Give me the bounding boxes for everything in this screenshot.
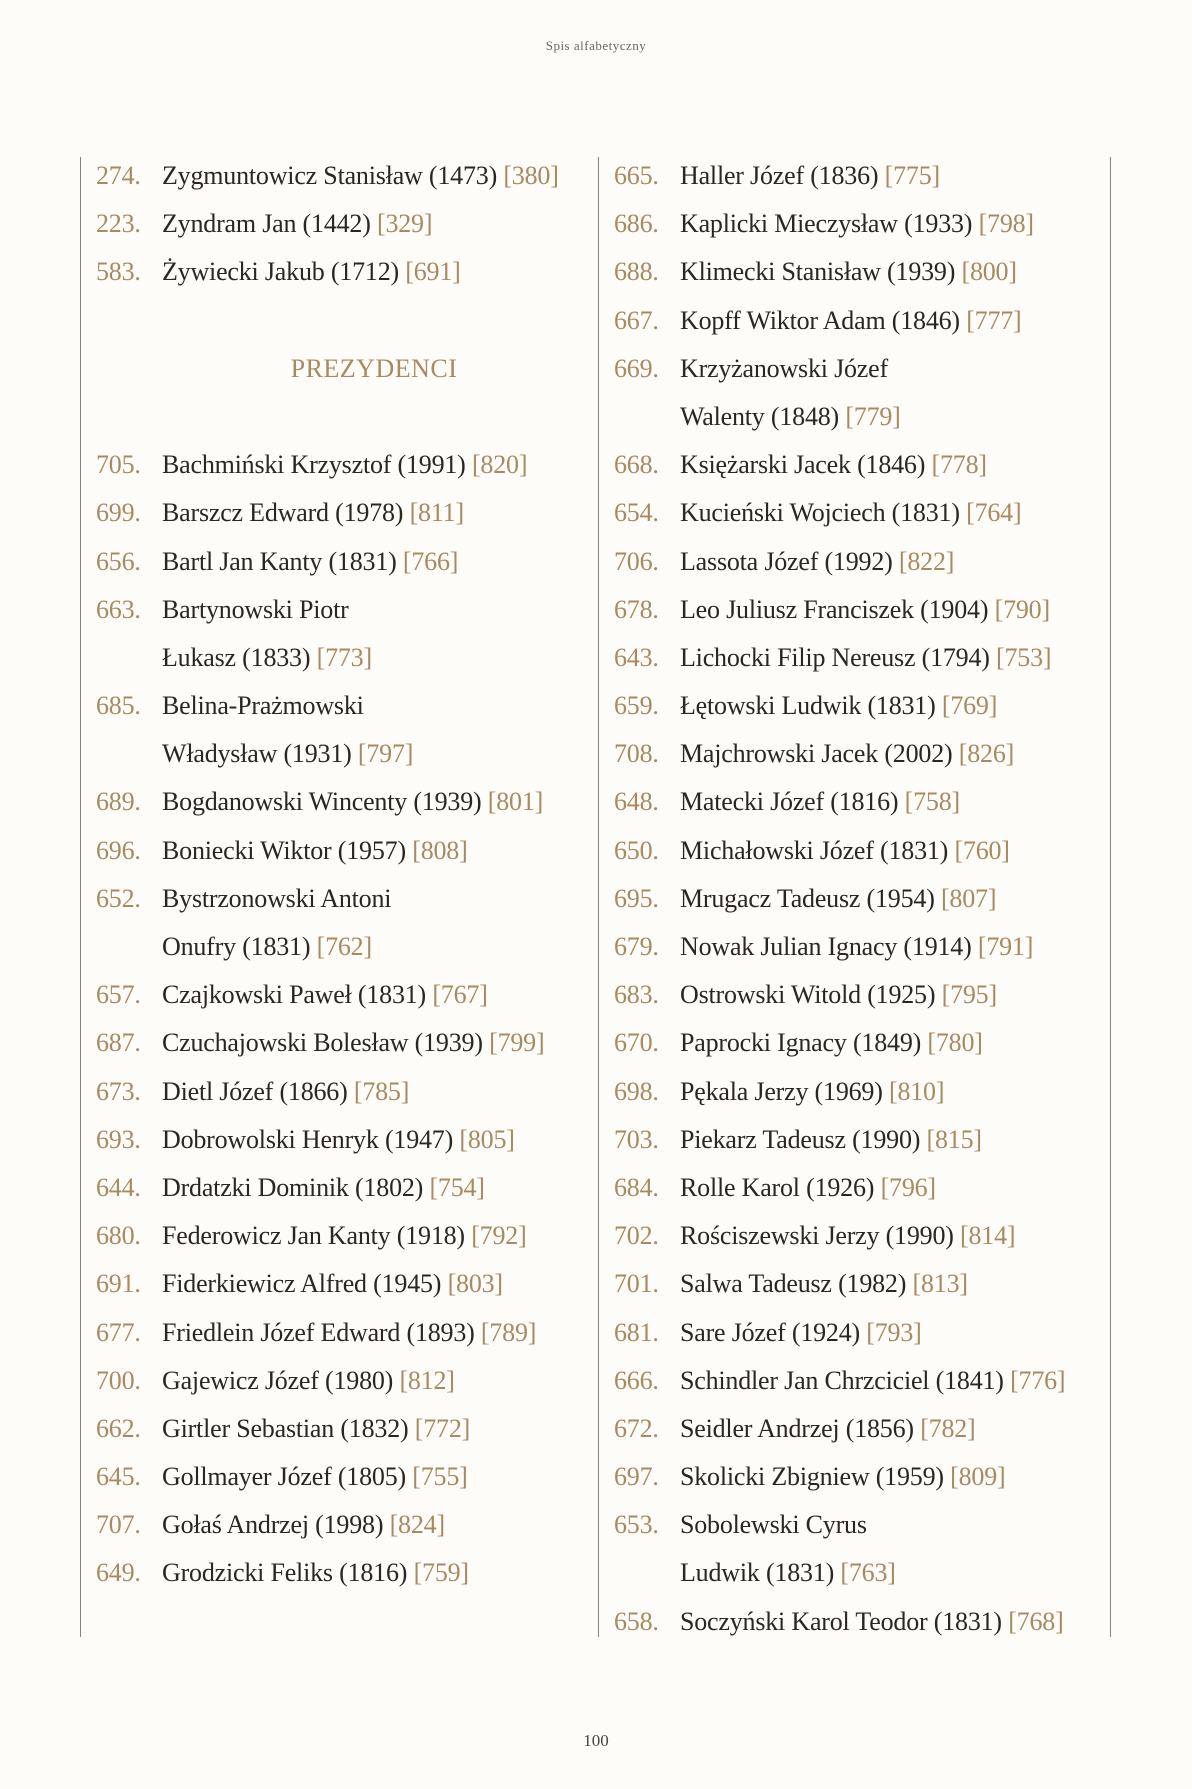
entry-number: 650. <box>614 835 659 865</box>
index-entry <box>96 875 592 923</box>
entry-name: Lichocki Filip Nereusz (1794) <box>680 642 990 672</box>
entry-number: 687. <box>96 1028 141 1058</box>
entry-name: Księżarski Jacek (1846) <box>680 450 926 480</box>
entry-name: Nowak Julian Ignacy (1914) <box>680 932 972 961</box>
entry-number: 703. <box>614 1124 659 1154</box>
entry-number: 707. <box>96 1510 141 1540</box>
entry-name-continuation: Władysław (1931) <box>162 739 352 769</box>
entry-name: Barszcz Edward (1978) <box>162 498 404 528</box>
entry-number: 673. <box>96 1076 141 1106</box>
entry-name: Matecki Józef (1816) <box>680 787 899 817</box>
entry-reference: [691] <box>405 257 461 287</box>
entry-reference: [801] <box>487 787 544 817</box>
entry-reference: [754] <box>429 1172 485 1202</box>
entry-number: 699. <box>96 498 141 528</box>
entry-number: 683. <box>614 980 659 1010</box>
entry-name: Bachmiński Krzysztof (1991) <box>162 450 466 480</box>
entry-name: Żywiecki Jakub (1712) <box>162 257 399 287</box>
entry-name: Schindler Jan Chrzciciel (1841) <box>680 1365 1004 1395</box>
entry-reference: [810] <box>889 1076 945 1106</box>
entry-name-continuation: Onufry (1831) <box>162 932 311 961</box>
entry-reference: [793] <box>866 1317 922 1347</box>
running-head: Spis alfabetyczny <box>545 38 647 53</box>
entry-name: Boniecki Wiktor (1957) <box>162 835 406 865</box>
entry-name: Soczyński Karol Teodor (1831) <box>680 1606 1002 1636</box>
entry-name: Belina-Prażmowski <box>162 691 364 721</box>
entry-reference: [772] <box>414 1413 471 1443</box>
entry-number: 648. <box>614 787 659 817</box>
entry-name: Skolicki Zbigniew (1959) <box>680 1462 944 1492</box>
index-entry <box>614 441 1108 489</box>
entry-name: Fiderkiewicz Alfred (1945) <box>162 1269 442 1299</box>
entry-number: 667. <box>614 305 659 335</box>
entry-reference: [769] <box>941 691 998 721</box>
entry-name: Leo Juliusz Franciszek (1904) <box>680 594 989 624</box>
entry-number: 652. <box>96 883 141 913</box>
index-entry <box>614 1019 1108 1067</box>
entry-name: Drdatzki Dominik (1802) <box>162 1172 424 1202</box>
entry-name: Friedlein Józef Edward (1893) <box>162 1317 475 1347</box>
index-entry <box>614 1501 1108 1549</box>
entry-number: 654. <box>614 498 659 528</box>
entry-reference: [813] <box>912 1269 968 1299</box>
entry-number: 645. <box>96 1462 141 1492</box>
index-entry <box>96 1212 592 1260</box>
entry-name: Rolle Karol (1926) <box>680 1172 875 1202</box>
entry-name: Kopff Wiktor Adam (1846) <box>680 305 960 335</box>
entry-name: Paprocki Ignacy (1849) <box>680 1028 922 1058</box>
index-entry <box>96 1501 592 1549</box>
index-entry-continuation <box>96 634 592 682</box>
entry-reference: [805] <box>459 1124 515 1154</box>
entry-name: Sobolewski Cyrus <box>680 1510 867 1540</box>
right-entries <box>614 152 1108 1646</box>
index-entry <box>96 682 592 730</box>
entry-number: 702. <box>614 1221 659 1251</box>
entry-number: 668. <box>614 450 659 480</box>
index-entry <box>614 778 1108 826</box>
index-entry-continuation <box>614 1549 1108 1597</box>
entry-number: 677. <box>96 1317 141 1347</box>
index-entry <box>96 1405 592 1453</box>
right-column <box>614 152 1108 1646</box>
entry-name: Łętowski Ludwik (1831) <box>680 691 936 721</box>
entry-reference: [791] <box>977 932 1034 961</box>
index-entry <box>96 586 592 634</box>
entry-number: 701. <box>614 1269 659 1299</box>
index-entry <box>614 152 1108 200</box>
entry-name: Rościszewski Jerzy (1990) <box>680 1221 954 1251</box>
index-entry <box>96 1453 592 1501</box>
index-entry <box>614 1405 1108 1453</box>
entry-number: 223. <box>96 209 141 239</box>
index-entry <box>614 730 1108 778</box>
index-entry <box>96 1068 592 1116</box>
index-entry <box>614 200 1108 248</box>
left-column <box>96 152 592 1598</box>
left-top-entries <box>96 152 592 297</box>
entry-name: Mrugacz Tadeusz (1954) <box>680 883 935 913</box>
index-entry <box>96 971 592 1019</box>
entry-name: Lassota Józef (1992) <box>680 546 893 576</box>
index-entry <box>614 586 1108 634</box>
entry-name: Seidler Andrzej (1856) <box>680 1413 914 1443</box>
entry-reference: [766] <box>402 546 459 576</box>
entry-name: Michałowski Józef (1831) <box>680 835 949 865</box>
entry-number: 698. <box>614 1076 659 1106</box>
entry-name: Kaplicki Mieczysław (1933) <box>680 209 973 239</box>
index-entry <box>614 1164 1108 1212</box>
entry-name: Piekarz Tadeusz (1990) <box>680 1124 921 1154</box>
spacer <box>96 297 592 345</box>
entry-reference: [775] <box>884 161 940 190</box>
index-entry-continuation <box>96 730 592 778</box>
entry-number: 659. <box>614 691 659 721</box>
index-entry <box>96 1309 592 1357</box>
entry-number: 643. <box>614 642 659 672</box>
entry-number: 663. <box>96 594 141 624</box>
section-heading: PREZYDENCI <box>290 353 458 383</box>
entry-reference: [800] <box>961 257 1017 287</box>
entry-number: 686. <box>614 209 659 239</box>
entry-reference: [780] <box>927 1028 983 1058</box>
entry-reference: [776] <box>1010 1365 1066 1395</box>
index-entry <box>614 875 1108 923</box>
entry-number: 684. <box>614 1172 659 1202</box>
entry-number: 696. <box>96 835 141 865</box>
index-entry <box>614 971 1108 1019</box>
entry-reference: [753] <box>996 642 1052 672</box>
entry-reference: [768] <box>1008 1606 1064 1636</box>
index-entry <box>614 827 1108 875</box>
entry-name: Grodzicki Feliks (1816) <box>162 1558 408 1588</box>
entry-reference: [758] <box>904 787 960 817</box>
entry-number: 583. <box>96 257 141 287</box>
entry-name: Majchrowski Jacek (2002) <box>680 739 953 769</box>
entry-reference: [796] <box>880 1172 936 1202</box>
index-entry <box>96 1164 592 1212</box>
entry-name: Ostrowski Witold (1925) <box>680 980 936 1010</box>
column-rule-right <box>1110 157 1111 1637</box>
entry-reference: [814] <box>960 1221 1016 1251</box>
index-entry <box>614 682 1108 730</box>
entry-reference: [799] <box>489 1028 545 1058</box>
index-entry <box>614 1598 1108 1646</box>
entry-reference: [782] <box>920 1413 976 1443</box>
entry-name: Federowicz Jan Kanty (1918) <box>162 1221 465 1251</box>
index-entry <box>614 297 1108 345</box>
index-entry <box>614 248 1108 296</box>
entry-number: 658. <box>614 1606 659 1636</box>
entry-reference: [792] <box>471 1221 527 1251</box>
entry-reference: [380] <box>503 161 559 190</box>
entry-number: 695. <box>614 883 659 913</box>
entry-name: Gajewicz Józef (1980) <box>162 1365 394 1395</box>
entry-reference: [778] <box>931 450 987 480</box>
entry-name: Bartl Jan Kanty (1831) <box>162 546 397 576</box>
entry-number: 697. <box>614 1462 659 1492</box>
entry-reference: [803] <box>447 1269 503 1299</box>
entry-number: 681. <box>614 1317 659 1347</box>
index-entry-continuation <box>614 393 1108 441</box>
entry-reference: [807] <box>940 883 997 913</box>
entry-number: 665. <box>614 161 659 190</box>
entry-reference: [759] <box>413 1558 469 1588</box>
entry-number: 274. <box>96 161 141 190</box>
entry-number: 644. <box>96 1172 141 1202</box>
index-entry <box>96 441 592 489</box>
entry-name: Gollmayer Józef (1805) <box>162 1462 406 1492</box>
index-entry <box>614 489 1108 537</box>
index-entry <box>614 1116 1108 1164</box>
entry-name: Dietl Józef (1866) <box>162 1076 348 1106</box>
entry-reference: [777] <box>966 305 1022 335</box>
entry-name: Zyndram Jan (1442) <box>162 209 371 239</box>
entry-number: 670. <box>614 1028 659 1058</box>
entry-reference: [822] <box>898 546 955 576</box>
entry-reference: [820] <box>471 450 528 480</box>
entry-name: Salwa Tadeusz (1982) <box>680 1269 907 1299</box>
entry-reference: [809] <box>950 1462 1006 1492</box>
entry-number: 679. <box>614 932 659 961</box>
entry-name: Czajkowski Paweł (1831) <box>162 980 427 1010</box>
index-entry <box>614 1309 1108 1357</box>
entry-reference: [760] <box>954 835 1010 865</box>
index-entry <box>96 1549 592 1597</box>
entry-reference: [797] <box>357 739 414 769</box>
entry-number: 680. <box>96 1221 141 1251</box>
entry-name-continuation: Ludwik (1831) <box>680 1558 835 1588</box>
entry-number: 693. <box>96 1124 141 1154</box>
column-rule-left <box>80 157 81 1637</box>
entry-reference: [824] <box>389 1510 445 1540</box>
entry-reference: [763] <box>840 1558 896 1588</box>
entry-reference: [755] <box>412 1462 468 1492</box>
entry-reference: [812] <box>399 1365 455 1395</box>
entry-name: Pękala Jerzy (1969) <box>680 1076 883 1106</box>
index-entry <box>614 634 1108 682</box>
index-entry <box>614 1453 1108 1501</box>
entry-name: Sare Józef (1924) <box>680 1317 860 1347</box>
entry-reference: [785] <box>353 1076 410 1106</box>
index-entry <box>614 1212 1108 1260</box>
index-entry <box>96 827 592 875</box>
entry-name: Girtler Sebastian (1832) <box>162 1413 409 1443</box>
entry-reference: [790] <box>994 594 1050 624</box>
index-entry <box>96 489 592 537</box>
index-entry <box>96 1260 592 1308</box>
entry-number: 706. <box>614 546 659 576</box>
index-entry <box>614 1068 1108 1116</box>
entry-reference: [789] <box>480 1317 537 1347</box>
spacer <box>96 393 592 441</box>
index-entry <box>96 152 592 200</box>
left-entries <box>96 441 592 1598</box>
entry-name-continuation: Walenty (1848) <box>680 401 840 431</box>
column-rule-middle <box>598 157 599 1637</box>
index-entry <box>96 778 592 826</box>
entry-number: 689. <box>96 787 141 817</box>
index-entry <box>614 538 1108 586</box>
index-entry <box>614 1357 1108 1405</box>
entry-number: 656. <box>96 546 141 576</box>
entry-number: 678. <box>614 594 659 624</box>
entry-name: Klimecki Stanisław (1939) <box>680 257 956 287</box>
entry-name: Bystrzonowski Antoni <box>162 883 392 913</box>
entry-reference: [826] <box>958 739 1015 769</box>
index-entry <box>614 345 1108 393</box>
entry-number: 662. <box>96 1413 141 1443</box>
index-entry <box>96 1019 592 1067</box>
entry-number: 653. <box>614 1510 659 1540</box>
index-entry <box>96 538 592 586</box>
entry-reference: [767] <box>432 980 488 1010</box>
entry-name: Kucieński Wojciech (1831) <box>680 498 960 528</box>
entry-number: 700. <box>96 1365 141 1395</box>
entry-reference: [764] <box>966 498 1022 528</box>
entry-reference: [811] <box>409 498 464 528</box>
entry-reference: [762] <box>316 932 372 961</box>
entry-name: Czuchajowski Bolesław (1939) <box>162 1028 483 1058</box>
entry-number: 657. <box>96 980 141 1010</box>
entry-reference: [798] <box>978 209 1034 239</box>
entry-number: 708. <box>614 739 659 769</box>
entry-reference: [795] <box>941 980 997 1010</box>
entry-number: 649. <box>96 1558 141 1588</box>
entry-name: Krzyżanowski Józef <box>680 353 888 383</box>
index-entry <box>96 248 592 296</box>
index-entry <box>96 1357 592 1405</box>
index-entry <box>614 923 1108 971</box>
index-entry <box>96 1116 592 1164</box>
entry-reference: [808] <box>412 835 468 865</box>
entry-number: 685. <box>96 691 141 721</box>
entry-name: Bogdanowski Wincenty (1939) <box>162 787 482 817</box>
page-number: 100 <box>583 1731 609 1750</box>
entry-name-continuation: Łukasz (1833) <box>162 642 311 672</box>
entry-reference: [773] <box>316 642 372 672</box>
entry-number: 705. <box>96 450 141 480</box>
entry-number: 691. <box>96 1269 141 1299</box>
entry-name: Gołaś Andrzej (1998) <box>162 1510 384 1540</box>
entry-name: Haller Józef (1836) <box>680 161 879 190</box>
entry-name: Bartynowski Piotr <box>162 594 349 624</box>
entry-name: Zygmuntowicz Stanisław (1473) <box>162 161 498 190</box>
index-entry <box>614 1260 1108 1308</box>
entry-number: 672. <box>614 1413 659 1443</box>
entry-number: 688. <box>614 257 659 287</box>
entry-reference: [329] <box>377 209 433 239</box>
entry-name: Dobrowolski Henryk (1947) <box>162 1124 454 1154</box>
entry-reference: [815] <box>926 1124 982 1154</box>
entry-number: 669. <box>614 353 659 383</box>
entry-number: 666. <box>614 1365 659 1395</box>
entry-reference: [779] <box>845 401 901 431</box>
index-entry <box>96 200 592 248</box>
index-entry-continuation <box>96 923 592 971</box>
